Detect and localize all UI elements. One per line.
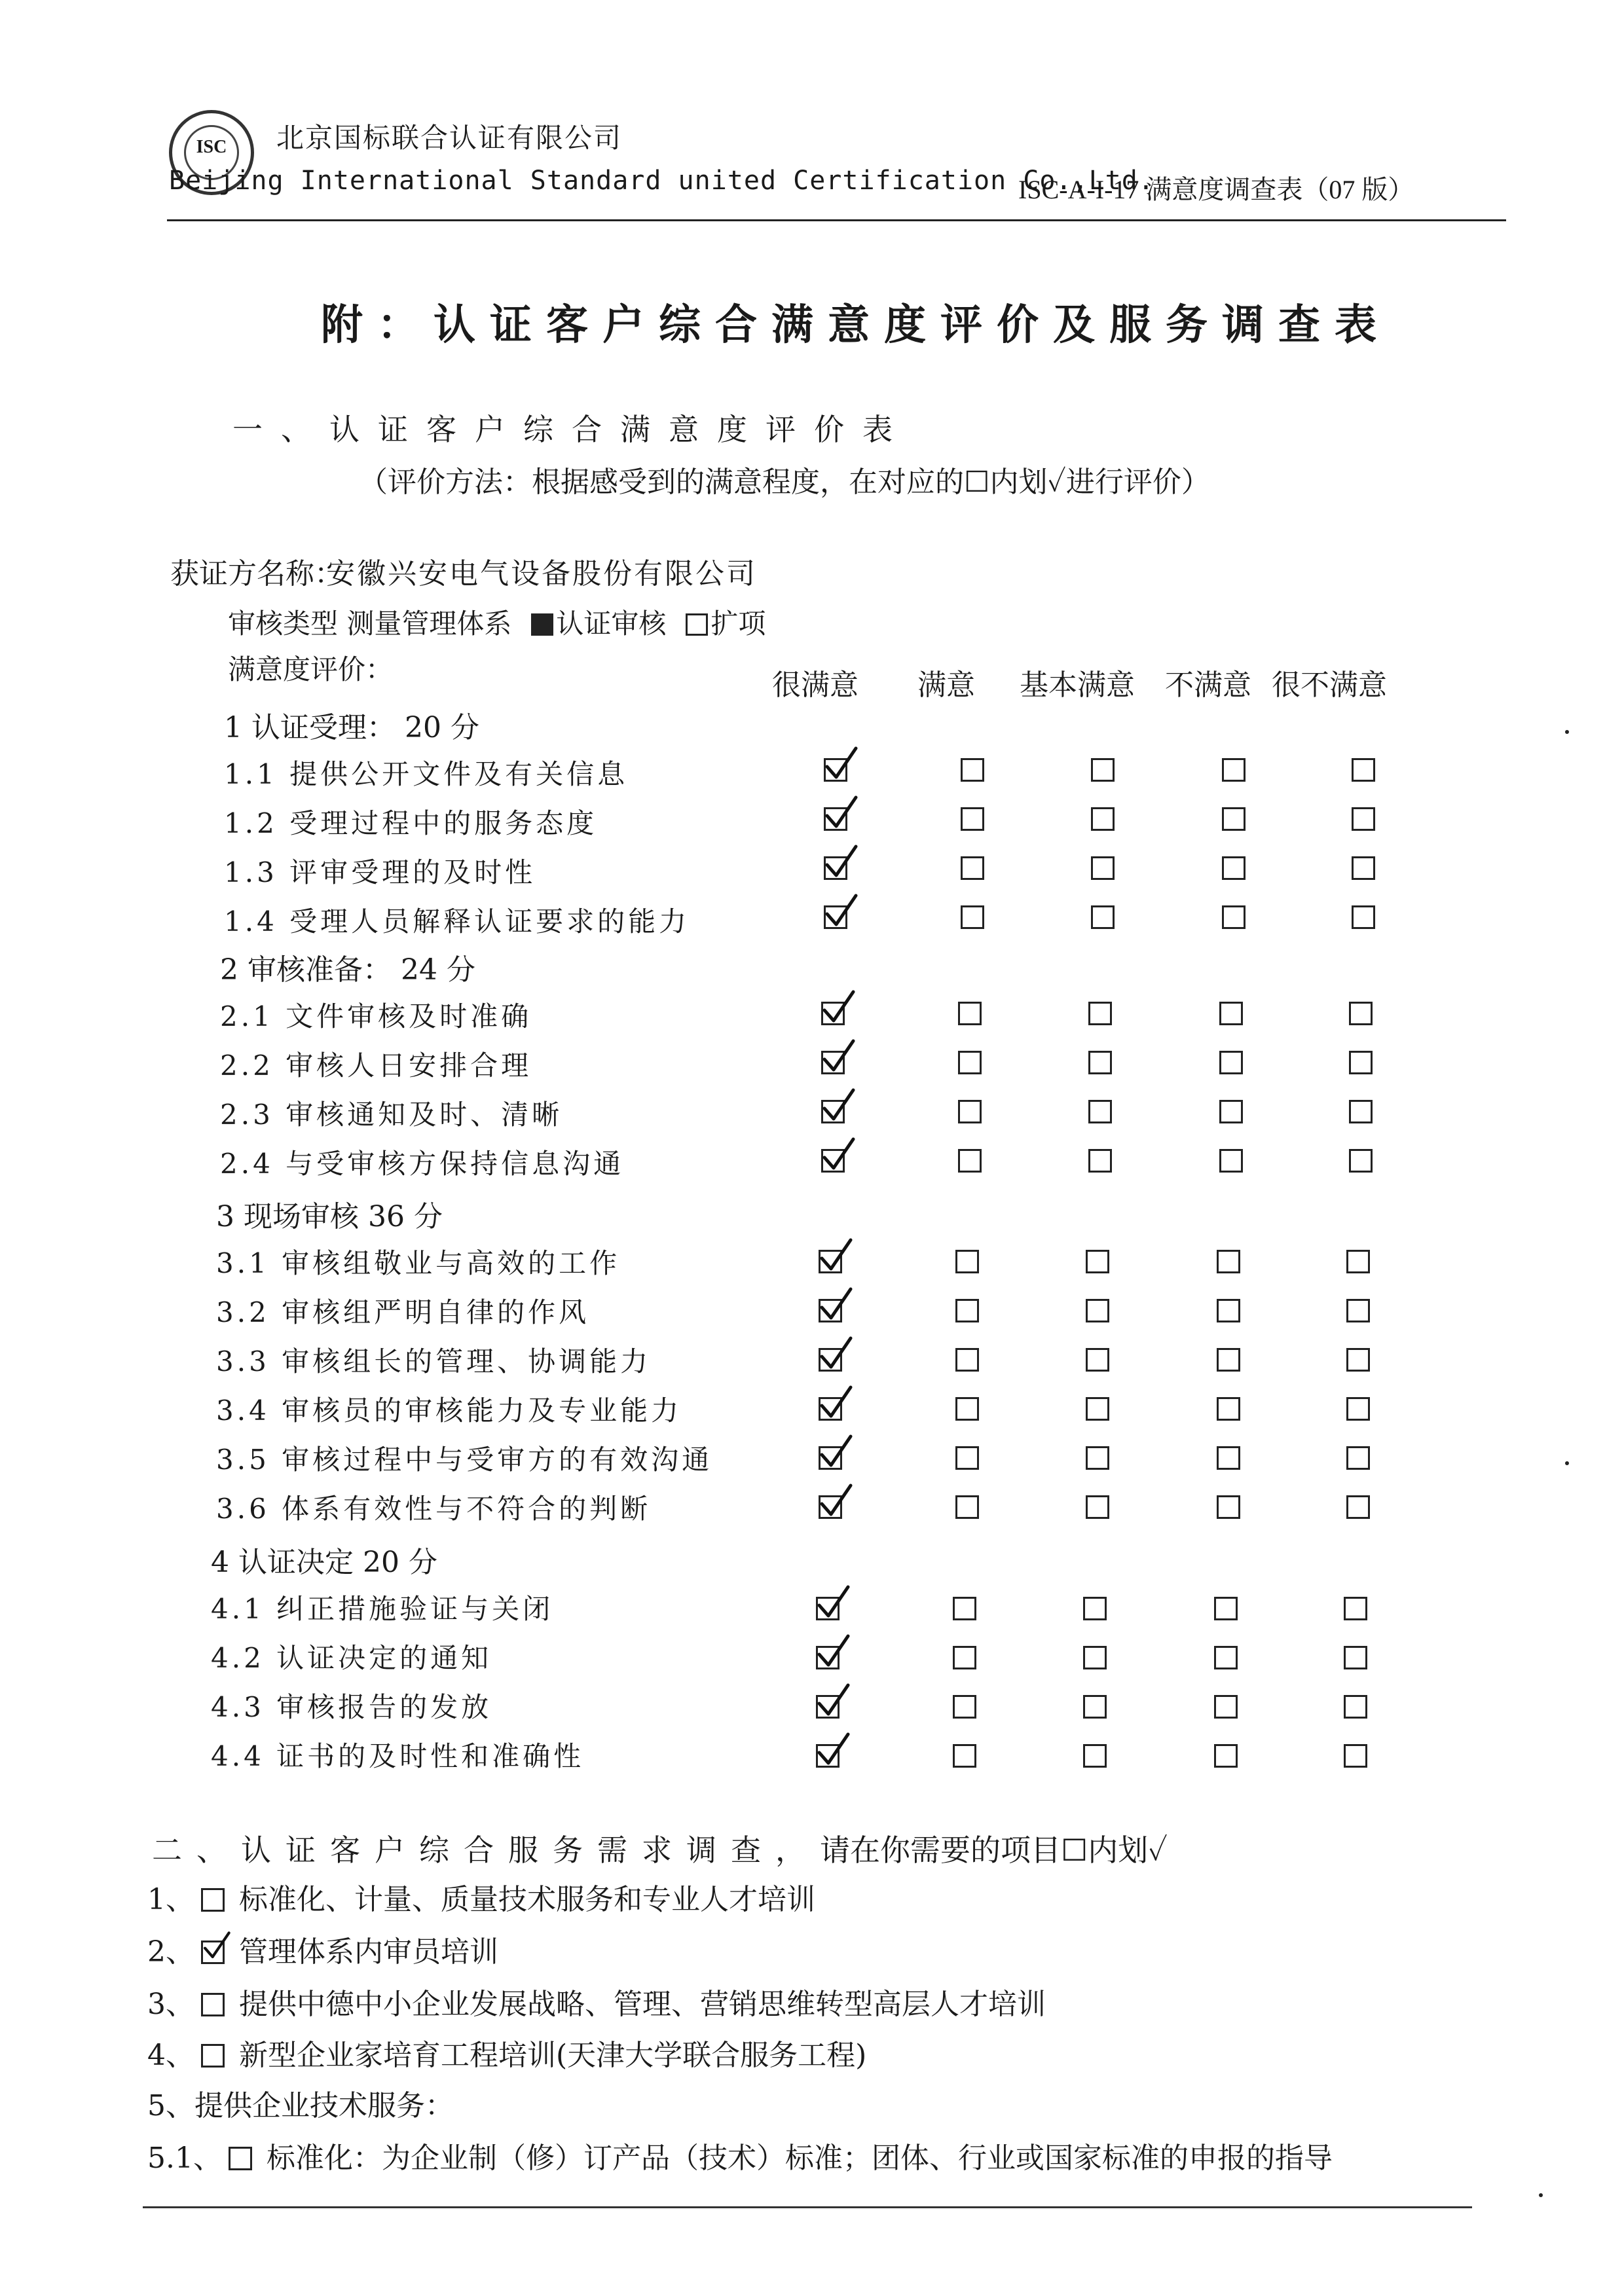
rating-checkbox[interactable] bbox=[961, 807, 984, 831]
category-title: 2 审核准备： 24 分 bbox=[220, 953, 475, 987]
rating-item-label: 3.4 审核员的审核能力及专业能力 bbox=[216, 1394, 682, 1427]
check-mark-icon bbox=[823, 893, 862, 932]
check-mark-icon bbox=[823, 795, 862, 834]
rating-column-header: 很满意 bbox=[772, 668, 858, 702]
scan-speck bbox=[1565, 730, 1569, 734]
check-mark-icon bbox=[818, 1385, 857, 1424]
rating-item-label: 3.3 审核组长的管理、协调能力 bbox=[216, 1345, 652, 1377]
rating-checkbox[interactable] bbox=[816, 1597, 840, 1620]
service-checkbox[interactable] bbox=[229, 2147, 252, 2170]
section2-title-instruction: 请在你需要的项目☐内划✓ bbox=[820, 1832, 1168, 1868]
rating-column-header: 不满意 bbox=[1165, 668, 1251, 702]
rating-checkbox[interactable] bbox=[816, 1695, 840, 1719]
rating-item-label: 1.1 提供公开文件及有关信息 bbox=[224, 758, 629, 790]
rating-item-label: 2.1 文件审核及时准确 bbox=[220, 1000, 532, 1032]
service-item bbox=[147, 2032, 866, 2073]
rating-checkbox[interactable] bbox=[955, 1250, 979, 1273]
rating-checkbox[interactable] bbox=[1214, 1695, 1238, 1719]
rating-checkbox[interactable] bbox=[1086, 1495, 1109, 1519]
rating-checkbox[interactable] bbox=[1083, 1744, 1107, 1768]
rating-checkbox[interactable] bbox=[824, 807, 847, 831]
rating-checkbox[interactable] bbox=[1352, 856, 1375, 880]
rating-checkbox[interactable] bbox=[953, 1744, 976, 1768]
rating-checkbox[interactable] bbox=[1214, 1597, 1238, 1620]
rating-checkbox[interactable] bbox=[1349, 1051, 1373, 1074]
rating-item-label: 2.2 审核人日安排合理 bbox=[220, 1049, 532, 1082]
rating-checkbox[interactable] bbox=[1346, 1299, 1370, 1322]
rating-checkbox[interactable] bbox=[1083, 1695, 1107, 1719]
rating-checkbox[interactable] bbox=[958, 1002, 982, 1025]
rating-checkbox[interactable] bbox=[1083, 1597, 1107, 1620]
rating-checkbox[interactable] bbox=[1222, 856, 1246, 880]
rating-checkbox[interactable] bbox=[1219, 1149, 1243, 1173]
form-code: ISC-A-I-17 满意度调查表（07 版） bbox=[1018, 175, 1414, 204]
audit-option-checkbox[interactable] bbox=[531, 613, 553, 636]
service-item-label: 标准化、计量、质量技术服务和专业人才培训 bbox=[239, 1883, 815, 1916]
rating-checkbox[interactable] bbox=[821, 1100, 845, 1123]
rating-checkbox[interactable] bbox=[1086, 1348, 1109, 1372]
rating-column-header: 很不满意 bbox=[1272, 668, 1387, 702]
rating-checkbox[interactable] bbox=[1346, 1250, 1370, 1273]
rating-checkbox[interactable] bbox=[1344, 1597, 1367, 1620]
rating-item-label: 4.3 审核报告的发放 bbox=[211, 1691, 492, 1723]
rating-checkbox[interactable] bbox=[953, 1597, 976, 1620]
service-item-label: 管理体系内审员培训 bbox=[239, 1935, 498, 1969]
rating-checkbox[interactable] bbox=[819, 1495, 842, 1519]
service-item-number: 1、 bbox=[147, 1883, 194, 1916]
check-mark-icon bbox=[815, 1732, 855, 1771]
rating-checkbox[interactable] bbox=[816, 1646, 840, 1669]
rating-checkbox[interactable] bbox=[955, 1299, 979, 1322]
rating-item-label: 3.2 审核组严明自律的作风 bbox=[216, 1296, 590, 1328]
rating-checkbox[interactable] bbox=[1219, 1002, 1243, 1025]
check-mark-icon bbox=[818, 1434, 857, 1473]
rating-checkbox[interactable] bbox=[819, 1348, 842, 1372]
service-item-number: 5、 bbox=[147, 2089, 194, 2123]
service-checkbox[interactable] bbox=[201, 1993, 225, 2016]
rating-checkbox[interactable] bbox=[1217, 1250, 1240, 1273]
check-mark-icon bbox=[818, 1286, 857, 1326]
client-name-label: 获证方名称： bbox=[170, 557, 343, 591]
audit-type-label: 审核类型 测量管理体系 bbox=[228, 608, 512, 640]
check-mark-icon bbox=[815, 1584, 855, 1624]
service-item-label: 提供企业技术服务： bbox=[194, 2089, 454, 2123]
rating-checkbox[interactable] bbox=[824, 758, 847, 782]
service-item-number: 5.1、 bbox=[147, 2141, 222, 2175]
rating-checkbox[interactable] bbox=[1352, 905, 1375, 929]
rating-checkbox[interactable] bbox=[1091, 807, 1115, 831]
rating-checkbox[interactable] bbox=[819, 1446, 842, 1470]
rating-method-note: （评价方法：根据感受到的满意程度，在对应的☐内划✓进行评价） bbox=[359, 465, 1210, 499]
rating-checkbox[interactable] bbox=[1346, 1446, 1370, 1470]
service-item-label: 标准化：为企业制（修）订产品（技术）标准；团体、行业或国家标准的申报的指导 bbox=[266, 2141, 1333, 2175]
rating-checkbox[interactable] bbox=[1086, 1397, 1109, 1421]
service-item bbox=[147, 2134, 1333, 2176]
rating-checkbox[interactable] bbox=[961, 905, 984, 929]
rating-checkbox[interactable] bbox=[816, 1744, 840, 1768]
rating-checkbox[interactable] bbox=[955, 1348, 979, 1372]
rating-checkbox[interactable] bbox=[1346, 1495, 1370, 1519]
rating-checkbox[interactable] bbox=[955, 1495, 979, 1519]
rating-checkbox[interactable] bbox=[819, 1299, 842, 1322]
rating-checkbox[interactable] bbox=[1352, 807, 1375, 831]
rating-item-label: 2.3 审核通知及时、清晰 bbox=[220, 1099, 563, 1131]
check-mark-icon bbox=[818, 1483, 857, 1522]
rating-checkbox[interactable] bbox=[958, 1149, 982, 1173]
rating-checkbox[interactable] bbox=[1086, 1446, 1109, 1470]
rating-checkbox[interactable] bbox=[1091, 905, 1115, 929]
service-item-label: 提供中德中小企业发展战略、管理、营销思维转型高层人才培训 bbox=[239, 1988, 1046, 2021]
rating-item-label: 3.6 体系有效性与不符合的判断 bbox=[216, 1493, 652, 1525]
rating-checkbox[interactable] bbox=[1352, 758, 1375, 782]
rating-checkbox[interactable] bbox=[819, 1250, 842, 1273]
rating-item-label: 4.2 认证决定的通知 bbox=[211, 1642, 492, 1674]
rating-checkbox[interactable] bbox=[824, 856, 847, 880]
service-item-number: 4、 bbox=[147, 2039, 194, 2072]
audit-type-row bbox=[228, 602, 766, 642]
category-title: 3 现场审核 36 分 bbox=[216, 1200, 443, 1233]
service-checkbox[interactable] bbox=[201, 1888, 225, 1912]
rating-checkbox[interactable] bbox=[958, 1051, 982, 1074]
company-name-en: Beijing International Standard united Certification Co.,Ltd. bbox=[169, 166, 1154, 196]
rating-checkbox[interactable] bbox=[1088, 1100, 1112, 1123]
rating-checkbox[interactable] bbox=[1088, 1149, 1112, 1173]
rating-checkbox[interactable] bbox=[1088, 1051, 1112, 1074]
service-checkbox[interactable] bbox=[201, 1941, 225, 1964]
rating-checkbox[interactable] bbox=[955, 1446, 979, 1470]
check-mark-icon bbox=[815, 1683, 855, 1722]
footer-divider bbox=[143, 2206, 1472, 2208]
service-item bbox=[147, 1928, 498, 1970]
check-mark-icon bbox=[821, 1137, 860, 1176]
satisfaction-label: 满意度评价： bbox=[228, 653, 394, 685]
rating-column-header: 基本满意 bbox=[1020, 668, 1135, 702]
rating-checkbox[interactable] bbox=[1217, 1446, 1240, 1470]
rating-checkbox[interactable] bbox=[1219, 1100, 1243, 1123]
check-mark-icon bbox=[821, 1087, 860, 1127]
service-item-number: 2、 bbox=[147, 1935, 194, 1969]
rating-checkbox[interactable] bbox=[1217, 1299, 1240, 1322]
rating-checkbox[interactable] bbox=[1214, 1744, 1238, 1768]
rating-column-header: 满意 bbox=[917, 668, 975, 702]
section2-title-main: 二、认证客户综合服务需求调查， bbox=[152, 1832, 820, 1868]
rating-checkbox[interactable] bbox=[1086, 1250, 1109, 1273]
rating-checkbox[interactable] bbox=[821, 1051, 845, 1074]
rating-checkbox[interactable] bbox=[958, 1100, 982, 1123]
rating-checkbox[interactable] bbox=[1219, 1051, 1243, 1074]
rating-checkbox[interactable] bbox=[1088, 1002, 1112, 1025]
rating-checkbox[interactable] bbox=[821, 1149, 845, 1173]
section2-title bbox=[152, 1827, 1168, 1870]
rating-checkbox[interactable] bbox=[1214, 1646, 1238, 1669]
rating-checkbox[interactable] bbox=[1083, 1646, 1107, 1669]
client-name-value: 安徽兴安电气设备股份有限公司 bbox=[326, 557, 757, 591]
check-mark-icon bbox=[821, 989, 860, 1029]
service-item bbox=[147, 2082, 454, 2124]
rating-checkbox[interactable] bbox=[961, 758, 984, 782]
check-mark-icon bbox=[818, 1336, 857, 1375]
check-mark-icon bbox=[202, 1931, 234, 1963]
rating-item-label: 4.4 证书的及时性和准确性 bbox=[211, 1740, 585, 1772]
scan-speck bbox=[1539, 2193, 1543, 2197]
rating-checkbox[interactable] bbox=[1344, 1744, 1367, 1768]
category-title: 1 认证受理： 20 分 bbox=[224, 711, 479, 744]
section1-title: 一、认证客户综合满意度评价表 bbox=[232, 412, 911, 447]
header-divider bbox=[167, 219, 1506, 221]
rating-checkbox[interactable] bbox=[961, 856, 984, 880]
rating-checkbox[interactable] bbox=[821, 1002, 845, 1025]
rating-checkbox[interactable] bbox=[1091, 856, 1115, 880]
scan-speck bbox=[1565, 1461, 1569, 1465]
check-mark-icon bbox=[821, 1038, 860, 1078]
check-mark-icon bbox=[818, 1237, 857, 1277]
rating-checkbox[interactable] bbox=[819, 1397, 842, 1421]
rating-checkbox[interactable] bbox=[1091, 758, 1115, 782]
audit-option-checkbox[interactable] bbox=[686, 613, 708, 636]
rating-item-label: 1.3 评审受理的及时性 bbox=[224, 856, 536, 888]
rating-checkbox[interactable] bbox=[953, 1646, 976, 1669]
page-title: 附：认证客户综合满意度评价及服务调查表 bbox=[321, 301, 1391, 350]
rating-checkbox[interactable] bbox=[1217, 1495, 1240, 1519]
service-item-label: 新型企业家培育工程培训(天津大学联合服务工程) bbox=[239, 2039, 867, 2072]
rating-checkbox[interactable] bbox=[955, 1397, 979, 1421]
rating-item-label: 2.4 与受审核方保持信息沟通 bbox=[220, 1148, 625, 1180]
rating-checkbox[interactable] bbox=[1217, 1348, 1240, 1372]
rating-checkbox[interactable] bbox=[1222, 905, 1246, 929]
rating-checkbox[interactable] bbox=[1349, 1149, 1373, 1173]
category-title: 4 认证决定 20 分 bbox=[211, 1546, 437, 1579]
rating-checkbox[interactable] bbox=[1349, 1002, 1373, 1025]
logo-text: ISC bbox=[196, 137, 227, 157]
rating-checkbox[interactable] bbox=[1346, 1397, 1370, 1421]
service-item-number: 3、 bbox=[147, 1988, 194, 2021]
rating-checkbox[interactable] bbox=[1222, 758, 1246, 782]
rating-checkbox[interactable] bbox=[1086, 1299, 1109, 1322]
rating-item-label: 1.4 受理人员解释认证要求的能力 bbox=[224, 905, 690, 938]
check-mark-icon bbox=[823, 746, 862, 785]
rating-checkbox[interactable] bbox=[1217, 1397, 1240, 1421]
check-mark-icon bbox=[815, 1633, 855, 1673]
rating-item-label: 3.1 审核组敬业与高效的工作 bbox=[216, 1247, 621, 1279]
rating-checkbox[interactable] bbox=[953, 1695, 976, 1719]
rating-item-label: 3.5 审核过程中与受审方的有效沟通 bbox=[216, 1444, 713, 1476]
service-item bbox=[147, 1980, 1046, 2022]
rating-checkbox[interactable] bbox=[1344, 1646, 1367, 1669]
rating-checkbox[interactable] bbox=[824, 905, 847, 929]
service-checkbox[interactable] bbox=[201, 2044, 225, 2068]
rating-checkbox[interactable] bbox=[1349, 1100, 1373, 1123]
rating-checkbox[interactable] bbox=[1344, 1695, 1367, 1719]
rating-checkbox[interactable] bbox=[1346, 1348, 1370, 1372]
audit-option-label: 认证审核 bbox=[556, 608, 667, 640]
audit-option-label: 扩项 bbox=[710, 608, 766, 640]
service-item bbox=[147, 1876, 815, 1918]
rating-checkbox[interactable] bbox=[1222, 807, 1246, 831]
rating-item-label: 4.1 纠正措施验证与关闭 bbox=[211, 1593, 554, 1625]
rating-item-label: 1.2 受理过程中的服务态度 bbox=[224, 807, 598, 839]
check-mark-icon bbox=[823, 844, 862, 883]
company-name-cn: 北京国标联合认证有限公司 bbox=[276, 122, 623, 154]
